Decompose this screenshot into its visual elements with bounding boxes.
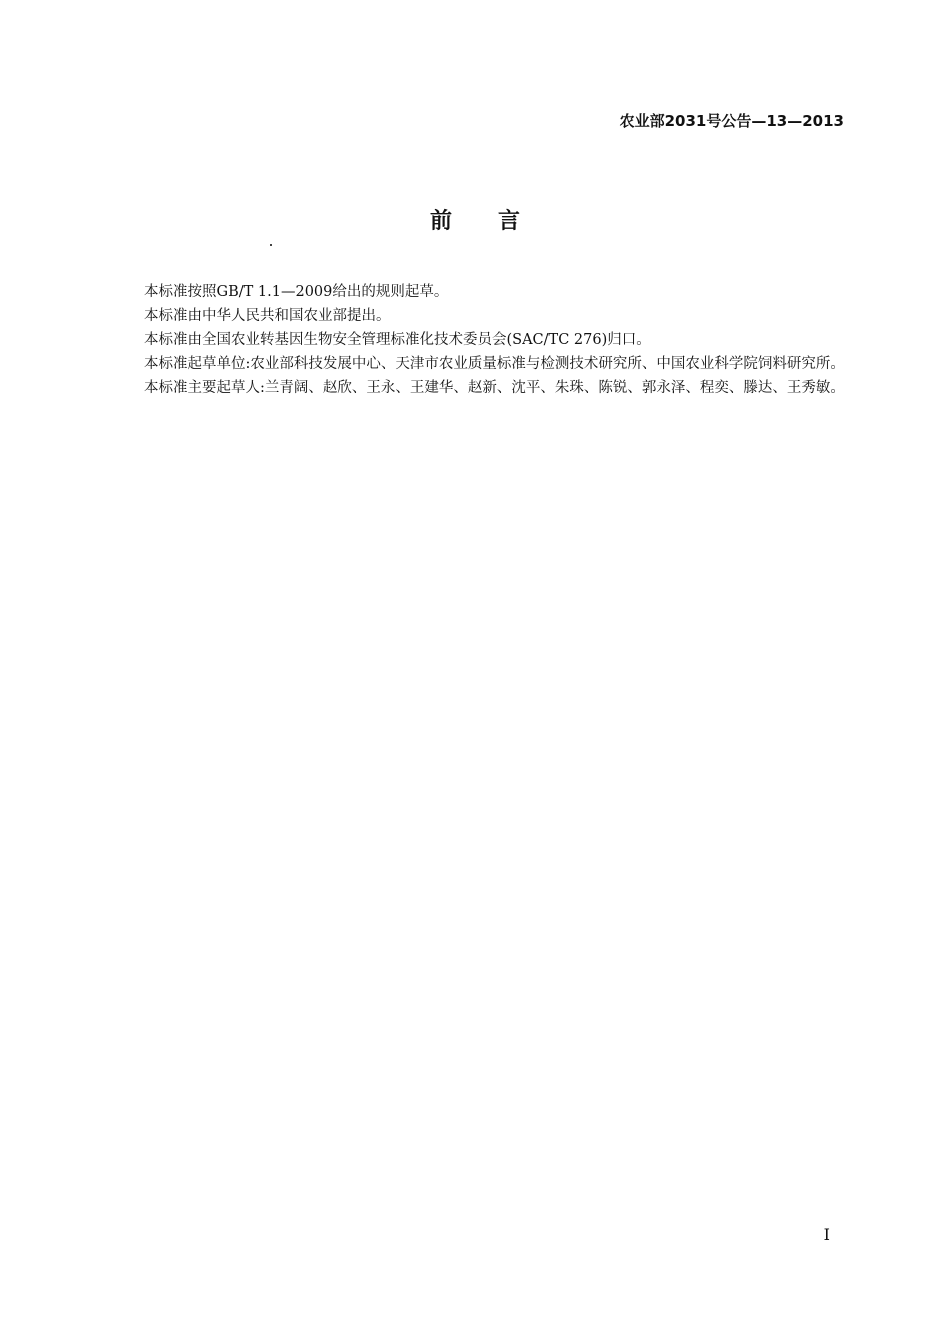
page-title: 前言 <box>429 209 566 234</box>
scan-speck <box>270 244 272 246</box>
paragraph-proposer: 本标准由中华人民共和国农业部提出。 <box>144 308 391 324</box>
paragraph-drafting-rules: 本标准按照GB/T 1.1—2009给出的规则起草。 <box>144 284 449 300</box>
foreword-body <box>112 280 846 400</box>
paragraph-drafting-units: 本标准起草单位:农业部科技发展中心、天津市农业质量标准与检测技术研究所、中国农业科学院饲料研究所。 <box>144 356 845 372</box>
paragraph-committee: 本标准由全国农业转基因生物安全管理标准化技术委员会(SAC/TC 276)归口。 <box>144 332 651 348</box>
paragraph-drafters: 本标准主要起草人:兰青阔、赵欣、王永、王建华、赵新、沈平、朱珠、陈锐、郭永泽、程奕、滕达、王秀敏。 <box>144 380 845 396</box>
page-number: I <box>823 1225 830 1244</box>
document-code: 农业部2031号公告—13—2013 <box>619 112 844 130</box>
